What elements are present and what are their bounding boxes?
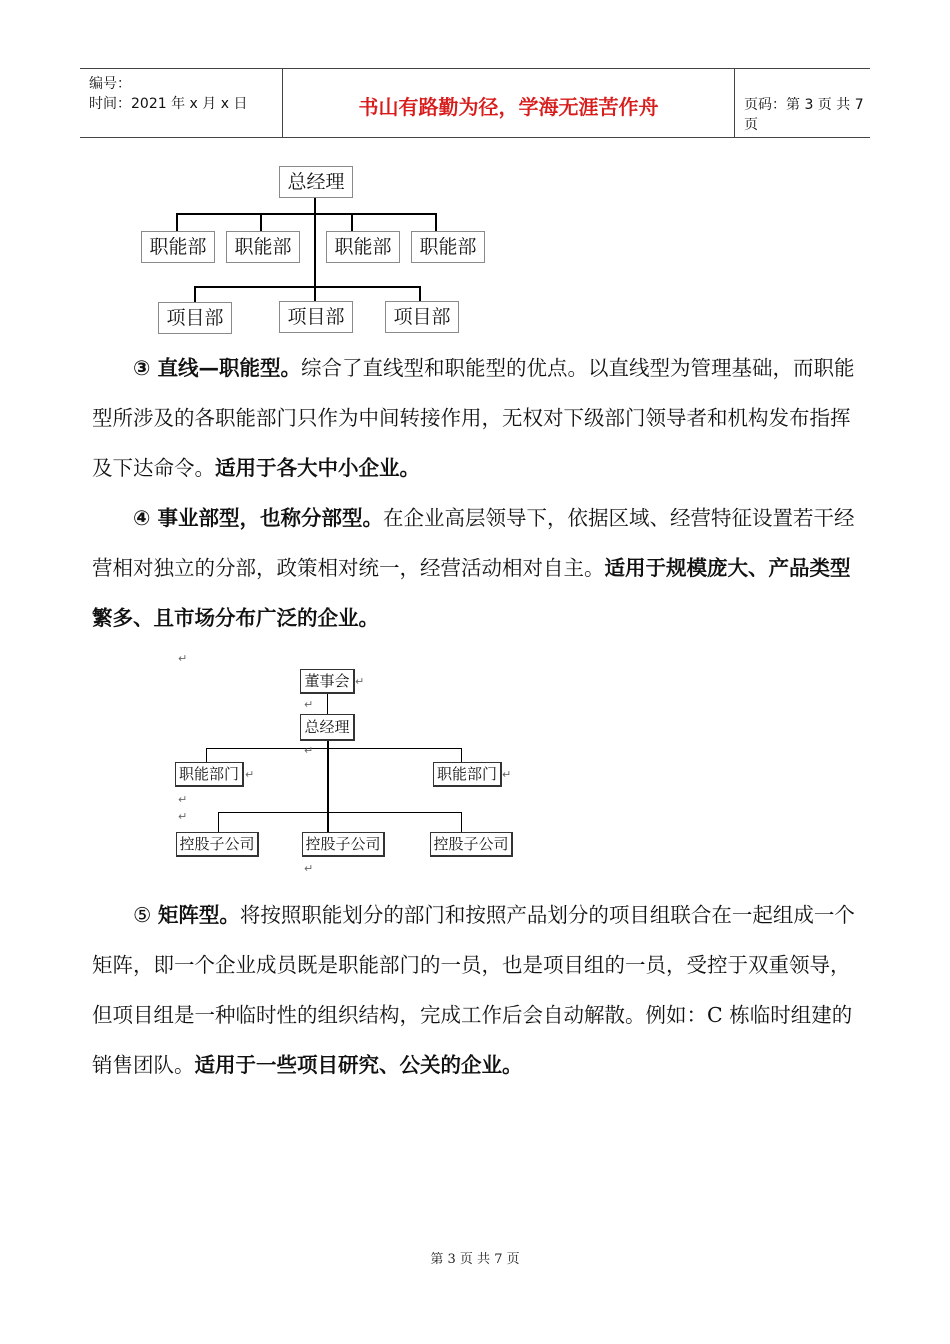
gm-box: 总经理 — [300, 714, 355, 741]
section-number: ⑤ — [133, 903, 158, 927]
dept-box: 职能部 — [141, 231, 215, 263]
dept-box: 职能部 — [326, 231, 400, 263]
connector — [461, 748, 462, 762]
section-title: ④ 事业部型，也称分部型。 — [133, 506, 383, 530]
connector — [206, 748, 207, 762]
return-mark: ↵ — [178, 793, 188, 806]
section-applies: 适用于各大中小企业。 — [215, 456, 420, 480]
page-label: 页码：第 3 页 共 7 页 — [744, 97, 864, 133]
project-box: 项目部 — [385, 301, 459, 333]
connector — [260, 213, 262, 231]
connector — [206, 748, 462, 749]
connector — [419, 286, 421, 302]
return-mark: ↵ — [245, 768, 255, 781]
return-mark: ↵ — [304, 862, 314, 875]
section-body: 在企业高层领导下，依据区域、经营特征设置若干经营相对独立的分部，政策相对统一，经营活动相对自主。 — [92, 506, 855, 580]
connector — [327, 692, 328, 714]
connector — [194, 286, 196, 302]
dept-box: 职能部门 — [433, 762, 502, 787]
subsidiary-box: 控股子公司 — [176, 832, 259, 857]
return-mark: ↵ — [304, 698, 314, 711]
section-title: 矩阵型。 — [157, 903, 240, 927]
board-box: 董事会 — [300, 669, 355, 694]
section-body: 将按照职能划分的部门和按照产品划分的项目组联合在一起组成一个矩阵，即一个企业成员既是职能部门的一员，也是项目组的一员，受控于双重领导，但项目组是一种临时性的组织结构，完成工作后会自动解散。例如：C 栋临时组建的销售团队。 — [92, 903, 855, 1077]
connector — [176, 213, 178, 231]
connector — [218, 812, 219, 832]
connector — [351, 213, 353, 231]
dept-box: 职能部门 — [175, 762, 244, 787]
project-box: 项目部 — [158, 302, 232, 334]
connector — [435, 213, 437, 231]
motto: 书山有路勤为径，学海无涯苦作舟 — [358, 95, 659, 119]
subsidiary-box: 控股子公司 — [302, 832, 385, 857]
connector — [176, 213, 436, 215]
time-label: 时间：2021 年 x 月 x 日 — [89, 96, 248, 112]
section-line-function — [92, 343, 866, 493]
connector — [461, 812, 462, 832]
section-body: 综合了直线型和职能型的优点。以直线型为管理基础，而职能型所涉及的各职能部门只作为中间转接作用，无权对下级部门领导者和机构发布指挥及下达命令。 — [92, 356, 855, 480]
return-mark: ↵ — [178, 652, 188, 665]
return-mark: ↵ — [502, 768, 512, 781]
return-mark: ↵ — [178, 810, 188, 823]
header-right-cell — [734, 69, 870, 137]
number-label: 编号： — [89, 76, 131, 92]
page-footer: 第 3 页 共 7 页 — [430, 1252, 520, 1267]
section-applies: 适用于规模庞大、产品类型繁多、且市场分布广泛的企业。 — [92, 556, 851, 630]
section-matrix — [92, 890, 866, 1090]
section-title: ③ 直线—职能型。 — [133, 356, 301, 380]
header-center-cell — [282, 69, 735, 137]
header-left-cell — [80, 69, 282, 137]
dept-box: 职能部 — [226, 231, 300, 263]
return-mark: ↵ — [355, 675, 365, 688]
document-header — [80, 68, 870, 138]
gm-box: 总经理 — [279, 166, 353, 198]
dept-box: 职能部 — [411, 231, 485, 263]
return-mark: ↵ — [304, 744, 314, 757]
connector — [218, 812, 462, 813]
section-division — [92, 493, 866, 643]
connector — [194, 286, 420, 288]
subsidiary-box: 控股子公司 — [430, 832, 513, 857]
section-applies: 适用于一些项目研究、公关的企业。 — [194, 1053, 523, 1077]
project-box: 项目部 — [279, 301, 353, 333]
